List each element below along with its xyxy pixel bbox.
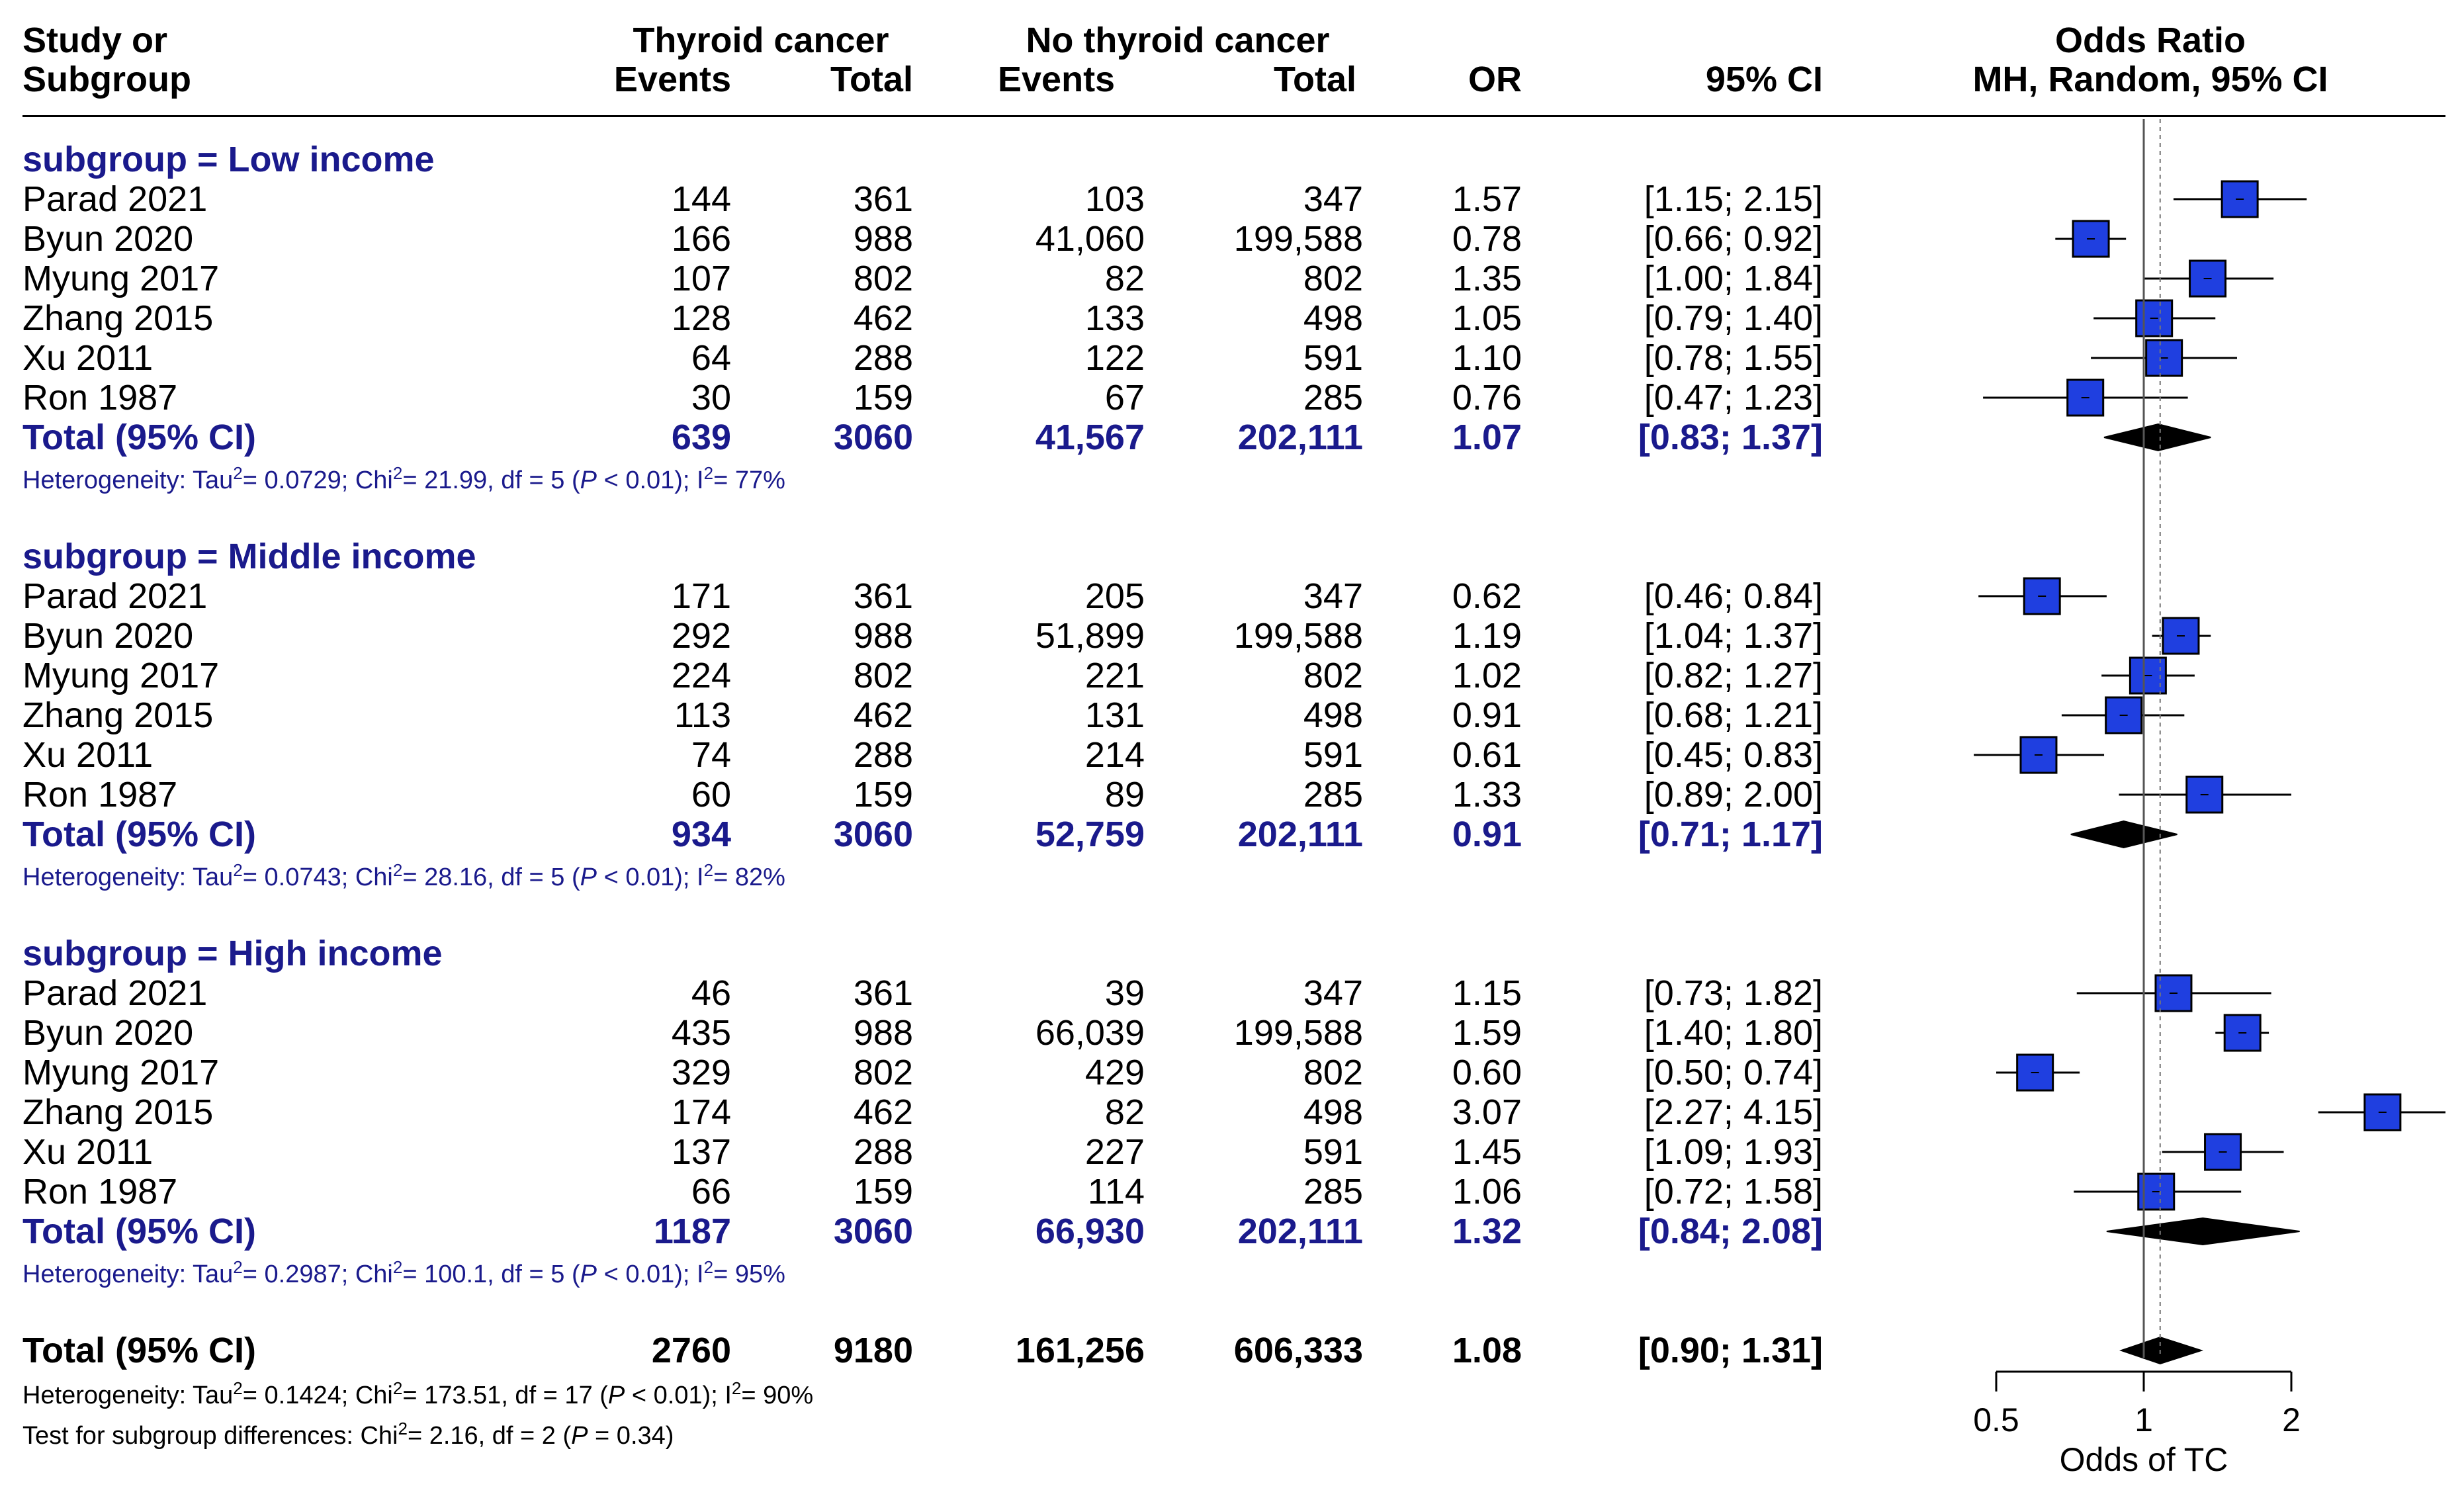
study-header-line2: Subgroup bbox=[22, 60, 191, 99]
table-cell-or: 1.19 bbox=[1452, 616, 1522, 656]
table-cell-or: 0.78 bbox=[1452, 219, 1522, 259]
table-cell-ntc_total: 802 bbox=[1303, 656, 1363, 695]
table-cell-study: Byun 2020 bbox=[22, 219, 194, 259]
table-cell-tc_events: 74 bbox=[691, 735, 731, 775]
table-cell-study: Zhang 2015 bbox=[22, 695, 214, 735]
overall-total-label: Total (95% CI) bbox=[22, 1331, 257, 1370]
table-cell-or: 0.61 bbox=[1452, 735, 1522, 775]
table-cell-tc_total: 361 bbox=[853, 576, 913, 616]
subgroup-label: subgroup = High income bbox=[22, 934, 443, 973]
table-cell-tc_events: 224 bbox=[671, 656, 731, 695]
subgroup-label: subgroup = Middle income bbox=[22, 537, 476, 576]
x-tick-label: 1 bbox=[2134, 1401, 2153, 1438]
overall-total-ntc_events: 161,256 bbox=[1015, 1331, 1145, 1370]
subgroup-total-tc_events: 934 bbox=[671, 815, 731, 854]
table-cell-study: Ron 1987 bbox=[22, 775, 178, 815]
tc-events-header: Events bbox=[613, 60, 731, 99]
table-cell-tc_events: 30 bbox=[691, 378, 731, 418]
table-cell-study: Myung 2017 bbox=[22, 259, 220, 298]
table-cell-tc_events: 46 bbox=[691, 973, 731, 1013]
table-cell-tc_total: 462 bbox=[853, 695, 913, 735]
table-cell-ci: [2.27; 4.15] bbox=[1644, 1092, 1823, 1132]
table-cell-ci: [0.46; 0.84] bbox=[1644, 576, 1823, 616]
subgroup-label: subgroup = Low income bbox=[22, 140, 435, 179]
table-cell-or: 1.02 bbox=[1452, 656, 1522, 695]
table-cell-ntc_events: 41,060 bbox=[1035, 219, 1145, 259]
table-cell-ntc_events: 221 bbox=[1084, 656, 1145, 695]
table-cell-ntc_events: 103 bbox=[1084, 179, 1145, 219]
table-cell-ntc_events: 214 bbox=[1084, 735, 1145, 775]
table-cell-ntc_total: 591 bbox=[1303, 338, 1363, 378]
ntc-events-header: Events bbox=[998, 60, 1116, 99]
x-tick-label: 2 bbox=[2282, 1401, 2301, 1438]
table-cell-ci: [1.40; 1.80] bbox=[1644, 1013, 1823, 1053]
table-cell-tc_events: 66 bbox=[691, 1172, 731, 1212]
table-cell-or: 1.35 bbox=[1452, 259, 1522, 298]
table-cell-tc_events: 435 bbox=[671, 1013, 731, 1053]
table-cell-tc_total: 361 bbox=[853, 973, 913, 1013]
table-cell-or: 1.57 bbox=[1452, 179, 1522, 219]
subgroup-total-ntc_events: 52,759 bbox=[1035, 815, 1145, 854]
subgroup-total-tc_total: 3060 bbox=[833, 815, 913, 854]
table-cell-or: 1.06 bbox=[1452, 1172, 1522, 1212]
table-cell-tc_events: 144 bbox=[671, 179, 731, 219]
table-cell-study: Parad 2021 bbox=[22, 576, 208, 616]
subgroup-total-ntc_total: 202,111 bbox=[1237, 815, 1363, 854]
table-cell-or: 1.59 bbox=[1452, 1013, 1522, 1053]
or-header: OR bbox=[1468, 60, 1522, 99]
table-cell-ntc_total: 591 bbox=[1303, 1132, 1363, 1172]
table-cell-study: Ron 1987 bbox=[22, 378, 178, 418]
table-cell-tc_total: 159 bbox=[853, 775, 913, 815]
subgroup-total-ntc_total: 202,111 bbox=[1237, 1212, 1363, 1251]
ci-header: 95% CI bbox=[1705, 60, 1823, 99]
table-cell-tc_total: 159 bbox=[853, 1172, 913, 1212]
table-cell-tc_events: 166 bbox=[671, 219, 731, 259]
table-cell-ci: [1.09; 1.93] bbox=[1644, 1132, 1823, 1172]
table-cell-or: 0.60 bbox=[1452, 1053, 1522, 1092]
table-cell-ci: [1.15; 2.15] bbox=[1644, 179, 1823, 219]
subgroup-total-0-diamond bbox=[2104, 424, 2211, 451]
table-cell-ci: [0.47; 1.23] bbox=[1644, 378, 1823, 418]
subgroup-total-2-diamond bbox=[2107, 1218, 2300, 1245]
heterogeneity-text: Heterogeneity: Tau$^2$= 0.0743; Chi$^2$= 28.16, df = 5 (P < 0.01); $I^2= 82\%$ bbox=[22, 860, 785, 891]
subgroup-total-or: 1.32 bbox=[1452, 1212, 1522, 1251]
table-cell-tc_events: 329 bbox=[671, 1053, 731, 1092]
table-cell-ci: [0.78; 1.55] bbox=[1644, 338, 1823, 378]
table-cell-tc_total: 988 bbox=[853, 1013, 913, 1053]
table-cell-study: Xu 2011 bbox=[22, 735, 154, 775]
table-cell-ntc_events: 67 bbox=[1104, 378, 1145, 418]
x-tick-label: 0.5 bbox=[1973, 1401, 2019, 1438]
tc-total-header: Total bbox=[830, 60, 913, 99]
table-cell-ntc_events: 227 bbox=[1084, 1132, 1145, 1172]
table-cell-ci: [1.04; 1.37] bbox=[1644, 616, 1823, 656]
table-cell-ntc_events: 114 bbox=[1087, 1172, 1145, 1212]
table-cell-ci: [0.45; 0.83] bbox=[1644, 735, 1823, 775]
table-cell-tc_events: 64 bbox=[691, 338, 731, 378]
heterogeneity-text: Heterogeneity: Tau$^2$= 0.0729; Chi$^2$= 21.99, df = 5 (P < 0.01); $I^2= 77\%$ bbox=[22, 463, 785, 494]
table-cell-ntc_total: 498 bbox=[1303, 695, 1363, 735]
subgroup-total-ntc_events: 41,567 bbox=[1035, 418, 1145, 457]
overall-heterogeneity-text: Heterogeneity: Tau$^2$= 0.1424; Chi$^2$= 173.51, df = 17 (P < 0.01); $I^2= 90\%$ bbox=[22, 1378, 814, 1409]
table-cell-study: Byun 2020 bbox=[22, 616, 194, 656]
table-cell-tc_total: 462 bbox=[853, 298, 913, 338]
ntc-total-header: Total bbox=[1274, 60, 1356, 99]
table-cell-tc_total: 802 bbox=[853, 259, 913, 298]
study-header-line1: Study or bbox=[22, 21, 168, 60]
table-cell-tc_events: 60 bbox=[691, 775, 731, 815]
subgroup-total-label: Total (95% CI) bbox=[22, 815, 257, 854]
table-cell-or: 1.05 bbox=[1452, 298, 1522, 338]
plot-title-line1: Odds Ratio bbox=[2054, 21, 2246, 60]
tc-group-header: Thyroid cancer bbox=[633, 21, 889, 60]
table-cell-or: 1.10 bbox=[1452, 338, 1522, 378]
table-cell-tc_total: 462 bbox=[853, 1092, 913, 1132]
subgroup-total-tc_events: 639 bbox=[671, 418, 731, 457]
table-cell-ntc_total: 199,588 bbox=[1233, 219, 1363, 259]
table-cell-ntc_total: 285 bbox=[1303, 775, 1363, 815]
table-cell-ntc_events: 133 bbox=[1084, 298, 1145, 338]
table-cell-or: 1.33 bbox=[1452, 775, 1522, 815]
plot-title-line2: MH, Random, 95% CI bbox=[1972, 60, 2328, 99]
overall-total-ntc_total: 606,333 bbox=[1233, 1331, 1363, 1370]
subgroup-total-tc_events: 1187 bbox=[653, 1212, 731, 1251]
table-cell-ci: [0.89; 2.00] bbox=[1644, 775, 1823, 815]
table-cell-tc_events: 171 bbox=[671, 576, 731, 616]
subgroup-total-ci: [0.84; 2.08] bbox=[1638, 1212, 1823, 1251]
subgroup-total-ntc_total: 202,111 bbox=[1237, 418, 1363, 457]
table-cell-ntc_events: 205 bbox=[1084, 576, 1145, 616]
table-cell-ci: [0.82; 1.27] bbox=[1644, 656, 1823, 695]
table-cell-or: 0.91 bbox=[1452, 695, 1522, 735]
table-cell-study: Zhang 2015 bbox=[22, 1092, 214, 1132]
table-cell-ntc_events: 66,039 bbox=[1035, 1013, 1145, 1053]
subgroup-total-or: 1.07 bbox=[1452, 418, 1522, 457]
table-cell-ci: [0.73; 1.82] bbox=[1644, 973, 1823, 1013]
x-axis-label: Odds of TC bbox=[2059, 1441, 2228, 1478]
table-cell-ntc_events: 89 bbox=[1104, 775, 1145, 815]
subgroup-total-ntc_events: 66,930 bbox=[1035, 1212, 1145, 1251]
table-cell-study: Zhang 2015 bbox=[22, 298, 214, 338]
table-cell-ntc_total: 199,588 bbox=[1233, 1013, 1363, 1053]
table-cell-ntc_total: 347 bbox=[1303, 576, 1363, 616]
table-cell-ntc_events: 122 bbox=[1084, 338, 1145, 378]
table-cell-ci: [0.72; 1.58] bbox=[1644, 1172, 1823, 1212]
table-cell-tc_events: 137 bbox=[671, 1132, 731, 1172]
table-cell-ntc_total: 347 bbox=[1303, 973, 1363, 1013]
overall-total-diamond bbox=[2121, 1337, 2201, 1364]
table-cell-ci: [0.50; 0.74] bbox=[1644, 1053, 1823, 1092]
table-cell-study: Xu 2011 bbox=[22, 338, 154, 378]
table-cell-ntc_events: 39 bbox=[1104, 973, 1145, 1013]
table-cell-tc_total: 288 bbox=[853, 735, 913, 775]
ntc-group-header: No thyroid cancer bbox=[1026, 21, 1330, 60]
table-cell-or: 1.45 bbox=[1452, 1132, 1522, 1172]
table-cell-tc_total: 288 bbox=[853, 338, 913, 378]
table-cell-ntc_total: 199,588 bbox=[1233, 616, 1363, 656]
table-cell-ci: [0.79; 1.40] bbox=[1644, 298, 1823, 338]
table-cell-tc_events: 174 bbox=[671, 1092, 731, 1132]
table-cell-ntc_total: 498 bbox=[1303, 298, 1363, 338]
table-cell-study: Parad 2021 bbox=[22, 179, 208, 219]
table-cell-study: Myung 2017 bbox=[22, 656, 220, 695]
table-cell-ntc_total: 802 bbox=[1303, 259, 1363, 298]
table-cell-tc_events: 128 bbox=[671, 298, 731, 338]
overall-total-or: 1.08 bbox=[1452, 1331, 1522, 1370]
overall-total-ci: [0.90; 1.31] bbox=[1638, 1331, 1823, 1370]
table-cell-tc_events: 292 bbox=[671, 616, 731, 656]
subgroup-total-1-diamond bbox=[2071, 821, 2178, 848]
table-cell-or: 1.15 bbox=[1452, 973, 1522, 1013]
subgroup-total-label: Total (95% CI) bbox=[22, 418, 257, 457]
subgroup-total-ci: [0.83; 1.37] bbox=[1638, 418, 1823, 457]
heterogeneity-text: Heterogeneity: Tau$^2$= 0.2987; Chi$^2$= 100.1, df = 5 (P < 0.01); $I^2= 95\%$ bbox=[22, 1257, 785, 1288]
table-cell-ntc_events: 131 bbox=[1084, 695, 1145, 735]
table-cell-or: 0.62 bbox=[1452, 576, 1522, 616]
table-cell-tc_total: 802 bbox=[853, 656, 913, 695]
table-cell-tc_events: 107 bbox=[671, 259, 731, 298]
table-cell-ntc_total: 498 bbox=[1303, 1092, 1363, 1132]
table-cell-ci: [0.68; 1.21] bbox=[1644, 695, 1823, 735]
subgroup-total-or: 0.91 bbox=[1452, 815, 1522, 854]
table-cell-tc_total: 988 bbox=[853, 219, 913, 259]
table-cell-or: 3.07 bbox=[1452, 1092, 1522, 1132]
table-cell-tc_total: 802 bbox=[853, 1053, 913, 1092]
table-cell-ntc_events: 82 bbox=[1104, 1092, 1145, 1132]
table-cell-tc_total: 361 bbox=[853, 179, 913, 219]
table-cell-study: Parad 2021 bbox=[22, 973, 208, 1013]
table-cell-ntc_total: 285 bbox=[1303, 1172, 1363, 1212]
table-cell-study: Ron 1987 bbox=[22, 1172, 178, 1212]
table-cell-study: Byun 2020 bbox=[22, 1013, 194, 1053]
subgroup-differences-test: Test for subgroup differences: Chi$^2$= 2.16, df = 2 (P = 0.34) bbox=[22, 1419, 674, 1450]
table-cell-tc_total: 288 bbox=[853, 1132, 913, 1172]
table-cell-ntc_total: 347 bbox=[1303, 179, 1363, 219]
table-cell-ntc_events: 82 bbox=[1104, 259, 1145, 298]
table-cell-ci: [1.00; 1.84] bbox=[1644, 259, 1823, 298]
table-cell-ntc_events: 429 bbox=[1084, 1053, 1145, 1092]
table-cell-tc_total: 159 bbox=[853, 378, 913, 418]
table-cell-study: Myung 2017 bbox=[22, 1053, 220, 1092]
table-cell-tc_events: 113 bbox=[674, 695, 731, 735]
overall-total-tc_events: 2760 bbox=[651, 1331, 731, 1370]
overall-total-tc_total: 9180 bbox=[833, 1331, 913, 1370]
subgroup-total-tc_total: 3060 bbox=[833, 418, 913, 457]
table-cell-ntc_total: 591 bbox=[1303, 735, 1363, 775]
table-cell-ci: [0.66; 0.92] bbox=[1644, 219, 1823, 259]
table-cell-ntc_total: 285 bbox=[1303, 378, 1363, 418]
table-cell-study: Xu 2011 bbox=[22, 1132, 154, 1172]
table-cell-tc_total: 988 bbox=[853, 616, 913, 656]
table-cell-ntc_total: 802 bbox=[1303, 1053, 1363, 1092]
table-cell-or: 0.76 bbox=[1452, 378, 1522, 418]
subgroup-total-label: Total (95% CI) bbox=[22, 1212, 257, 1251]
subgroup-total-ci: [0.71; 1.17] bbox=[1638, 815, 1823, 854]
subgroup-total-tc_total: 3060 bbox=[833, 1212, 913, 1251]
table-cell-ntc_events: 51,899 bbox=[1035, 616, 1145, 656]
